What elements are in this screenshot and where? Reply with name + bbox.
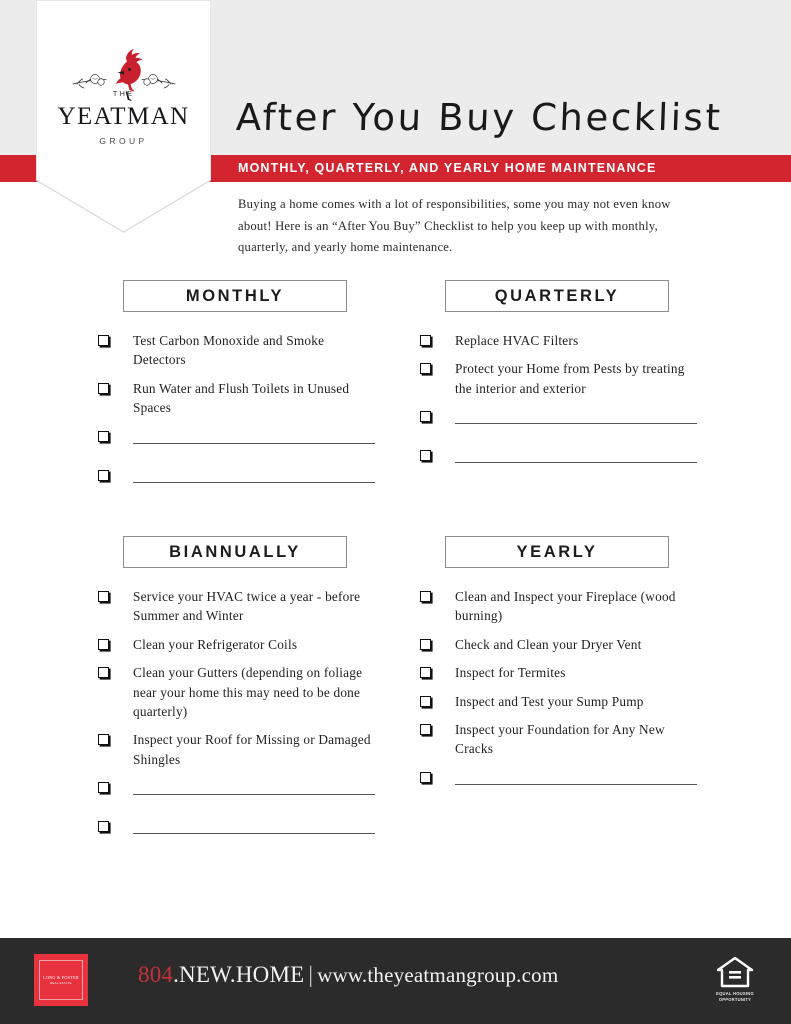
- checklist-item[interactable]: [420, 359, 700, 398]
- checkbox-icon[interactable]: [98, 639, 109, 650]
- checklist-blank-item[interactable]: [98, 427, 378, 457]
- checkbox-icon[interactable]: [420, 696, 431, 707]
- checklist-item[interactable]: [420, 692, 700, 711]
- checklist-item-label: Run Water and Flush Toilets in Unused Spaces: [133, 380, 350, 416]
- checklist-item-label: Check and Clean your Dryer Vent: [455, 636, 642, 652]
- section-biannually: [98, 536, 378, 856]
- checklist-item-label: Inspect and Test your Sump Pump: [455, 693, 644, 709]
- checklist-item[interactable]: [420, 331, 700, 350]
- logo-name-text: YEATMAN: [57, 103, 190, 130]
- section-title: YEARLY: [516, 542, 598, 561]
- logo-the-text: THE: [112, 89, 135, 98]
- checklist-item-label: Clean your Refrigerator Coils: [133, 636, 298, 652]
- checkbox-icon[interactable]: [98, 667, 109, 678]
- write-in-line[interactable]: [133, 482, 375, 483]
- section-header-yearly: [445, 536, 669, 568]
- checklist-monthly: [98, 331, 378, 496]
- write-in-line[interactable]: [455, 784, 697, 785]
- checkbox-icon[interactable]: [98, 431, 109, 442]
- checklist-item-label: Service your HVAC twice a year - before Summer and Winter: [133, 589, 361, 624]
- write-in-line[interactable]: [455, 423, 697, 424]
- write-in-line[interactable]: [133, 833, 375, 834]
- checkbox-icon[interactable]: [98, 470, 109, 481]
- equal-housing-opportunity-icon: [716, 956, 754, 989]
- footer-website[interactable]: www.theyeatmangroup.com: [317, 963, 559, 987]
- checkbox-icon[interactable]: [420, 639, 431, 650]
- checklist-item[interactable]: [98, 730, 378, 769]
- write-in-line[interactable]: [455, 462, 697, 463]
- checkbox-icon[interactable]: [420, 772, 431, 783]
- checkbox-icon[interactable]: [98, 821, 109, 832]
- checklist-item-label: Protect your Home from Pests by treating the interior and exterior: [455, 361, 685, 396]
- checklist-item-label: Inspect your Foundation for Any New Cracks: [455, 722, 665, 757]
- eho-caption: [716, 991, 754, 1003]
- page-title: After You Buy Checklist: [235, 96, 724, 139]
- section-quarterly: [420, 280, 700, 485]
- checkbox-icon[interactable]: [420, 450, 431, 461]
- checklist-item-label: Clean and Inspect your Fireplace (wood burning): [455, 589, 676, 624]
- brokerage-logo-bottom-text: REAL ESTATE: [50, 982, 72, 985]
- checkbox-icon[interactable]: [420, 335, 431, 346]
- checklist-blank-item[interactable]: [98, 817, 378, 847]
- section-header-biannually: [123, 536, 347, 568]
- checklist-item[interactable]: [98, 331, 378, 370]
- checklist-item[interactable]: [420, 663, 700, 682]
- checkbox-icon[interactable]: [420, 591, 431, 602]
- brand-pennant: [36, 0, 211, 233]
- section-header-quarterly: [445, 280, 669, 312]
- section-monthly: [98, 280, 378, 505]
- section-yearly: [420, 536, 700, 807]
- footer-phone-accent: 804: [138, 962, 174, 987]
- checkbox-icon[interactable]: [420, 411, 431, 422]
- checklist-item[interactable]: [98, 587, 378, 626]
- checkbox-icon[interactable]: [98, 383, 109, 394]
- checklist-blank-item[interactable]: [420, 446, 700, 476]
- checklist-item[interactable]: [98, 635, 378, 654]
- checklist-item-label: Inspect for Termites: [455, 665, 566, 681]
- write-in-line[interactable]: [133, 443, 375, 444]
- checklist-blank-item[interactable]: [420, 768, 700, 798]
- checkbox-icon[interactable]: [420, 724, 431, 735]
- checklist-item[interactable]: [420, 587, 700, 626]
- brokerage-logo-badge: [34, 954, 88, 1006]
- checkbox-icon[interactable]: [98, 782, 109, 793]
- banner-subtitle: MONTHLY, QUARTERLY, AND YEARLY HOME MAINTENANCE: [238, 161, 657, 175]
- checklist-yearly: [420, 587, 700, 798]
- checkbox-icon[interactable]: [98, 591, 109, 602]
- checklist-item[interactable]: [420, 720, 700, 759]
- logo-group-text: GROUP: [99, 136, 148, 146]
- section-header-monthly: [123, 280, 347, 312]
- equal-housing-opportunity-logo: [708, 956, 762, 1006]
- checkbox-icon[interactable]: [98, 335, 109, 346]
- section-title: QUARTERLY: [494, 286, 620, 305]
- page-footer: [0, 938, 791, 1024]
- checklist-blank-item[interactable]: [420, 407, 700, 437]
- checklist-item-label: Replace HVAC Filters: [455, 333, 579, 348]
- footer-phone-rest: .NEW.HOME: [173, 962, 305, 987]
- checklist-item[interactable]: [98, 379, 378, 418]
- intro-paragraph: Buying a home comes with a lot of responsibilities, some you may not even know about! Here is an “After You Buy” Checklist to help you keep up with monthly, quarterly, and yearly home maintenance.: [238, 197, 671, 255]
- checklist-item[interactable]: [98, 663, 378, 721]
- eho-line-2: OPPORTUNITY: [718, 996, 752, 1002]
- checkbox-icon[interactable]: [98, 734, 109, 745]
- brokerage-logo-top-text: LONG & FOSTER: [43, 975, 79, 980]
- checklist-item[interactable]: [420, 635, 700, 654]
- checklist-item-label: Clean your Gutters (depending on foliage near your home this may need to be done quarterly): [133, 665, 363, 720]
- checklist-item-label: Test Carbon Monoxide and Smoke Detectors: [133, 333, 325, 368]
- eho-line-1: EQUAL HOUSING: [716, 991, 754, 996]
- write-in-line[interactable]: [133, 794, 375, 795]
- checklist-biannually: [98, 587, 378, 847]
- checklist-item-label: Inspect your Roof for Missing or Damaged Shingles: [133, 732, 371, 767]
- section-title: BIANNUALLY: [169, 542, 301, 561]
- checklist-quarterly: [420, 331, 700, 476]
- checklist-blank-item[interactable]: [98, 466, 378, 496]
- checkbox-icon[interactable]: [420, 667, 431, 678]
- section-title: MONTHLY: [185, 286, 285, 305]
- checklist-blank-item[interactable]: [98, 778, 378, 808]
- checkbox-icon[interactable]: [420, 363, 431, 374]
- footer-separator: |: [308, 962, 314, 987]
- footer-contact-line: [138, 962, 558, 988]
